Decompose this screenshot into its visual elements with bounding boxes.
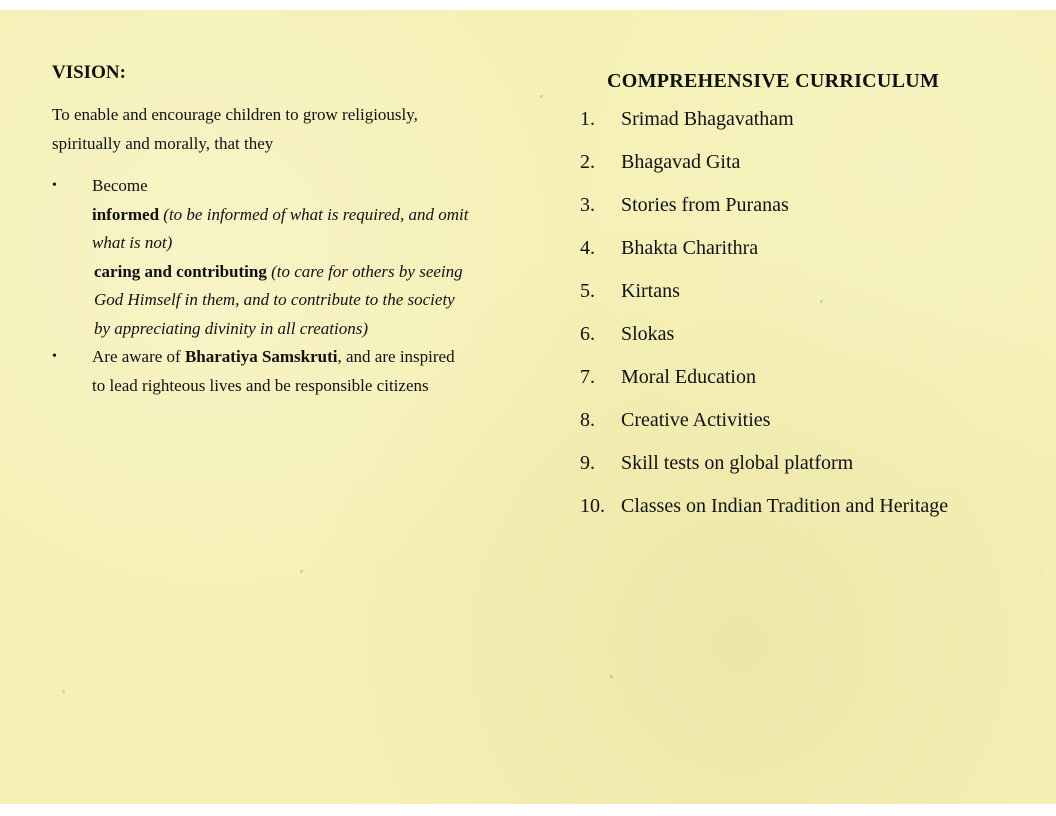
caring-item bbox=[92, 258, 472, 344]
curriculum-item bbox=[580, 279, 1020, 322]
vision-heading: VISION: bbox=[52, 62, 126, 83]
curriculum-item bbox=[580, 408, 1020, 451]
item-number: 8. bbox=[580, 409, 595, 431]
vision-panel bbox=[52, 62, 472, 400]
curriculum-item bbox=[580, 150, 1020, 193]
curriculum-item bbox=[580, 107, 1020, 150]
caring-explanation: (to care for others by seeing God Himself in them, and to contribute to the society by appreciating divinity in all creations) bbox=[94, 261, 463, 338]
informed-item bbox=[92, 201, 472, 258]
item-number: 7. bbox=[580, 366, 595, 388]
bullet-dot-icon: • bbox=[52, 349, 57, 364]
paper-fleck bbox=[300, 570, 303, 573]
curriculum-list bbox=[580, 107, 1020, 537]
item-number: 10. bbox=[580, 495, 605, 517]
item-text: Classes on Indian Tradition and Heritage bbox=[621, 495, 949, 517]
item-number: 1. bbox=[580, 108, 595, 130]
paper-fleck bbox=[540, 95, 543, 98]
vision-bullet-list bbox=[52, 172, 472, 400]
caring-term: caring and contributing bbox=[94, 261, 267, 281]
aware-post: , and are inspired to lead righteous lives and be responsible citizens bbox=[92, 347, 455, 395]
paper-fleck bbox=[62, 690, 65, 693]
vision-intro-text: To enable and encourage children to grow religiously, spiritually and morally, that they bbox=[52, 105, 418, 153]
curriculum-item bbox=[580, 451, 1020, 494]
curriculum-item bbox=[580, 322, 1020, 365]
item-text: Bhagavad Gita bbox=[621, 151, 741, 173]
item-number: 3. bbox=[580, 194, 595, 216]
item-number: 2. bbox=[580, 151, 595, 173]
item-number: 9. bbox=[580, 452, 595, 474]
item-text: Moral Education bbox=[621, 366, 756, 388]
curriculum-item bbox=[580, 193, 1020, 236]
item-number: 6. bbox=[580, 323, 595, 345]
item-text: Slokas bbox=[621, 323, 675, 345]
informed-term: informed bbox=[92, 204, 160, 224]
curriculum-panel bbox=[580, 70, 1020, 537]
informed-explanation: (to be informed of what is required, and omit what is not) bbox=[92, 204, 469, 252]
vision-bullet-become bbox=[52, 172, 472, 343]
bullet-dot-icon: • bbox=[52, 178, 57, 193]
item-number: 4. bbox=[580, 237, 595, 259]
paper-fleck bbox=[610, 675, 613, 678]
curriculum-heading: COMPREHENSIVE CURRICULUM bbox=[607, 70, 940, 92]
item-text: Srimad Bhagavatham bbox=[621, 108, 794, 130]
curriculum-item bbox=[580, 365, 1020, 408]
curriculum-item bbox=[580, 494, 1020, 537]
vision-bullet-aware bbox=[52, 343, 472, 400]
curriculum-item bbox=[580, 236, 1020, 279]
item-text: Creative Activities bbox=[621, 409, 771, 431]
item-text: Bhakta Charithra bbox=[621, 237, 759, 259]
bharatiya-samskruti-term: Bharatiya Samskruti bbox=[184, 347, 338, 366]
become-lead: Become bbox=[92, 176, 148, 195]
aware-pre: Are aware of bbox=[92, 347, 185, 366]
item-text: Skill tests on global platform bbox=[621, 452, 854, 474]
item-text: Kirtans bbox=[621, 280, 680, 302]
item-text: Stories from Puranas bbox=[621, 194, 789, 216]
item-number: 5. bbox=[580, 280, 595, 302]
